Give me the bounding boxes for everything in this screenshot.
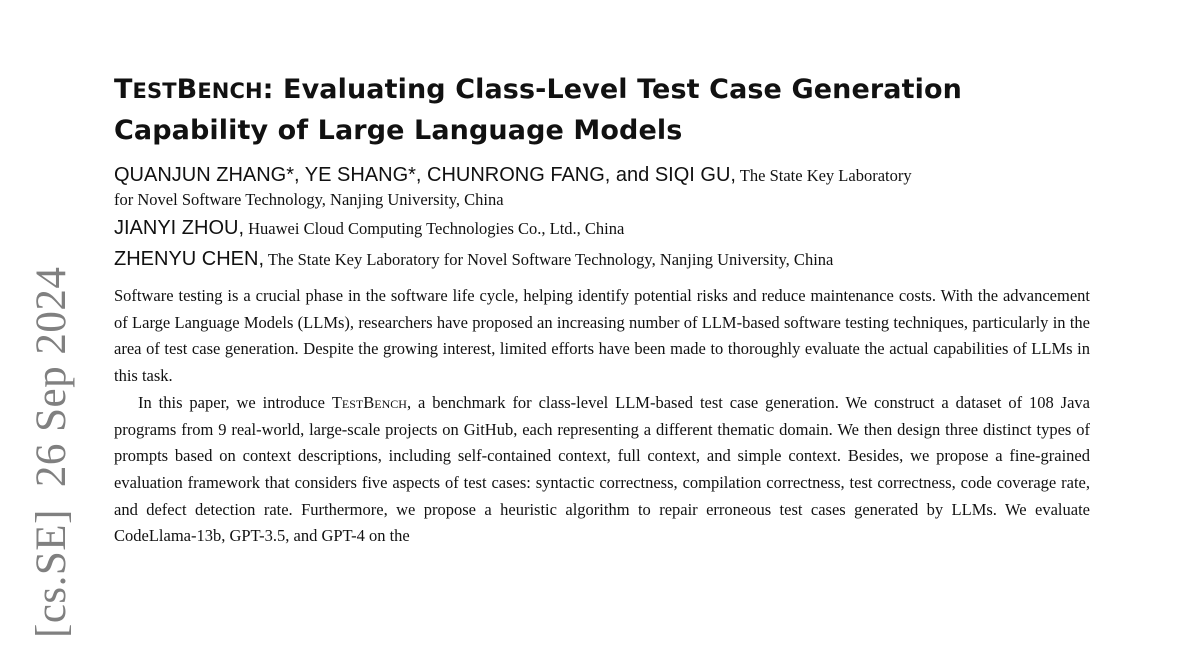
author-line-2 [114, 213, 1090, 244]
title-line2: Capability of Large Language Models [114, 115, 683, 146]
abstract [114, 283, 1090, 550]
title-smallcaps-ench: ENCH [197, 79, 263, 103]
title-smallcaps-est: EST [132, 79, 177, 103]
paper-title [114, 70, 1090, 151]
abstract-p2-body: , a benchmark for class-level LLM-based test case generation. We construct a dataset of 108 Java programs from 9 real-world, large-scale projects on GitHub, each representing a different thematic domain. We then design three distinct types of prompts based on context descriptions, including self-contained context, full context, and simple context. Besides, we propose a fine-grained evaluation framework that considers five aspects of test cases: syntactic correctness, compilation correctness, test correctness, code coverage rate, and defect detection rate. Furthermore, we propose a heuristic algorithm to repair erroneous test cases generated by LLMs. We evaluate CodeLlama-13b, GPT-3.5, and GPT-4 on the [114, 392, 1090, 546]
title-line1-rest: : Evaluating Class-Level Test Case Generation [262, 74, 962, 105]
title-initial-b: B [176, 74, 198, 105]
arxiv-date: 26 Sep 2024 [28, 266, 75, 488]
author-affiliation-1b: for Novel Software Technology, Nanjing University, China [114, 190, 504, 209]
abstract-paragraph-1: Software testing is a crucial phase in the software life cycle, helping identify potential risks and reduce maintenance costs. With the advancement of Large Language Models (LLMs), researchers have proposed an increasing number of LLM-based software testing techniques, particularly in the area of test case generation. Despite the growing interest, limited efforts have been made to thoroughly evaluate the actual capabilities of LLMs in this task. [114, 286, 1090, 386]
author-names-3: ZHENYU CHEN, [114, 248, 265, 270]
author-names-2: JIANYI ZHOU, [114, 217, 245, 239]
abstract-p2-benchmark-name: TestBench [331, 392, 407, 412]
abstract-paragraph-2 [114, 390, 1090, 550]
author-names-1: QUANJUN ZHANG*, YE SHANG*, CHUNRONG FANG, and SIQI GU, [114, 164, 736, 186]
author-affiliation-1a: The State Key Laboratory [739, 166, 912, 185]
arxiv-stamp [30, 267, 73, 638]
paper-header [114, 70, 1090, 550]
author-line-1-cont [114, 186, 1090, 213]
author-block [114, 161, 1090, 275]
abstract-p2-intro: In this paper, we introduce [138, 392, 332, 412]
title-initial-t: T [114, 74, 133, 105]
arxiv-category: [cs.SE] [28, 509, 75, 638]
author-affiliation-3: The State Key Laboratory for Novel Software Technology, Nanjing University, China [267, 250, 834, 269]
author-line-3 [114, 244, 1090, 275]
author-affiliation-2: Huawei Cloud Computing Technologies Co., Ltd., China [248, 219, 625, 238]
